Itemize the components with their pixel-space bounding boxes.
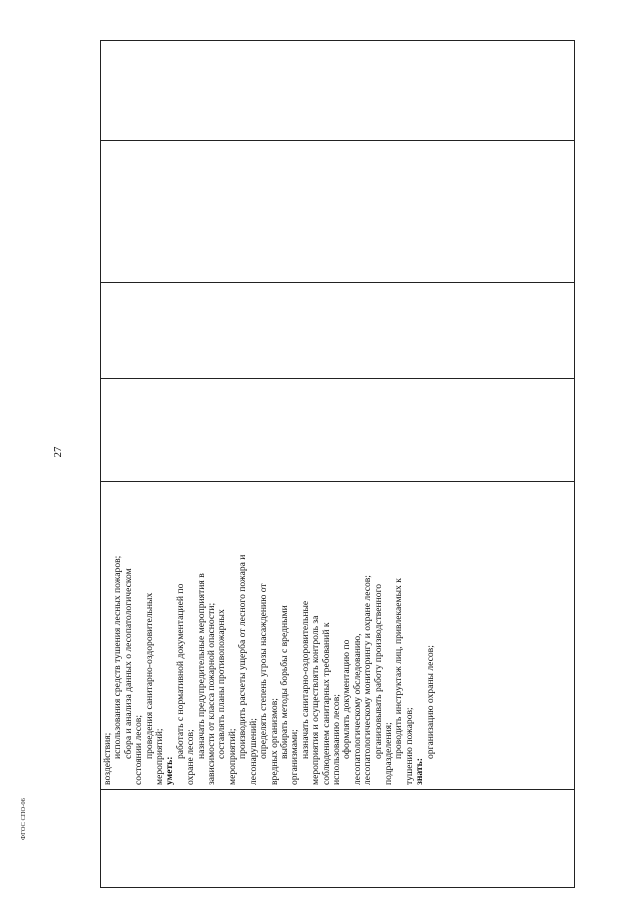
cell-line: работать с нормативной документацией по <box>174 583 186 759</box>
cell-line: организовывать работу производственного <box>372 583 384 759</box>
cell-line: тушению пожаров; <box>403 707 415 785</box>
cell-line: зависимости от класса пожарной опасности; <box>206 602 218 785</box>
cell-line: использованию лесов; <box>330 694 342 785</box>
cell-line: определять степень угрозы насаждению от <box>258 583 270 759</box>
cell-line: назначать санитарно-оздоровительные <box>299 600 311 759</box>
cell-line: лесопатологическому мониторингу и охране лесов; <box>362 575 374 785</box>
cell-line: вредных организмов; <box>268 698 280 785</box>
cell-line: охране лесов; <box>185 729 197 785</box>
table-divider <box>101 282 574 283</box>
cell-line: мероприятий; <box>154 728 166 785</box>
cell-line: подразделения; <box>382 722 394 785</box>
cell-line: сбора и анализа данных о лесопатологическом <box>122 568 134 759</box>
table-divider <box>101 789 574 790</box>
cell-line: использования средств тушения лесных пожаров; <box>112 555 124 759</box>
table-divider <box>101 378 574 379</box>
cell-line: мероприятия и осуществлять контроль за <box>310 615 322 785</box>
cell-line: назначать предупредительные мероприятия в <box>195 573 207 759</box>
cell-line: проведения санитарно-оздоровительных <box>143 592 155 759</box>
cell-line: выбирать методы борьбы с вредными <box>278 605 290 759</box>
cell-line: соблюдением санитарных требований к <box>320 622 332 785</box>
table-cell-competencies <box>102 480 574 788</box>
cell-line: организацию охраны лесов; <box>424 645 436 759</box>
cell-line: уметь: <box>164 756 176 785</box>
cell-line: мероприятий; <box>226 728 238 785</box>
cell-line: проводить инструктаж лиц, привлекаемых к <box>393 578 405 759</box>
page-number: 27 <box>52 446 64 458</box>
cell-line: организмами; <box>289 729 301 785</box>
cell-line: оформлять документацию по <box>341 639 353 759</box>
table-divider <box>101 140 574 141</box>
cell-line: производить расчеты ущерба от лесного пожара и <box>237 554 249 759</box>
cell-text <box>102 480 574 788</box>
cell-line: лесопатологическому обследованию, <box>351 633 363 785</box>
cell-line: воздействия; <box>102 732 113 785</box>
cell-line: состоянии лесов; <box>133 715 145 785</box>
cell-line: составлять планы противопожарных <box>216 609 228 759</box>
cell-line: лесонарушений; <box>247 718 259 785</box>
footer-code: ФГОС СПО-06 <box>20 798 27 840</box>
cell-line: знать: <box>414 758 426 785</box>
